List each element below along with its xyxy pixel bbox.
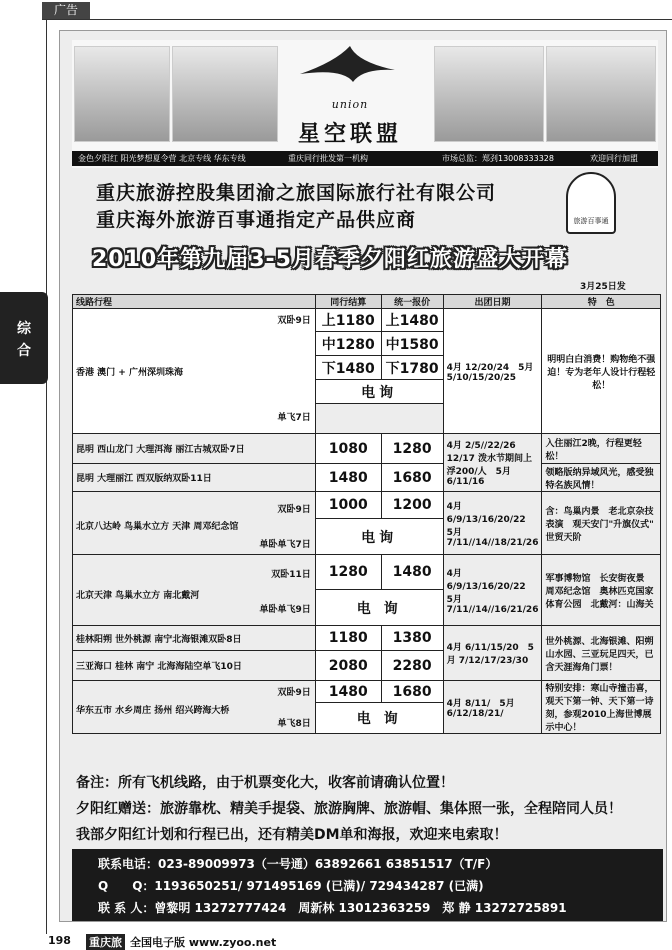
table-row: [73, 555, 661, 590]
price-cell: 中1580: [381, 332, 443, 356]
note-flights: 备注：所有飞机线路，由于机票变化大，收客前请确认位置！: [76, 775, 454, 791]
feature-cell: 军事博物馆 长安街夜景 周邓纪念馆 奥林匹克国家体育公园 北戴河：山海关: [542, 555, 661, 626]
contact-persons[interactable]: 联 系 人：曾黎明 13272777424 周新林 13012363259 郑 静 13272725891: [98, 901, 567, 915]
route-cell: [73, 309, 316, 434]
landscape-photo-2: [434, 46, 544, 142]
banner-caption-bar: [72, 151, 658, 166]
price-cell: 2080: [315, 651, 381, 681]
date-cell: 4月 6/9/13/16/20/22 5月 7/11//14//18/21/26: [443, 492, 542, 555]
price-cell: 1280: [315, 555, 381, 590]
table-row: [73, 626, 661, 651]
price-cell: 下1780: [381, 356, 443, 380]
route-note: 双卧11日: [271, 570, 311, 580]
table-row: [73, 309, 661, 332]
date-cell: 4月 6/11/15/20 5月 7/12/17/23/30: [443, 626, 542, 681]
price-cell: 1180: [315, 626, 381, 651]
route-cell: [73, 555, 316, 626]
feature-cell: 明明白白消费！购物绝不强迫！专为老年人设计行程轻松！: [542, 309, 661, 434]
price-cell: 1280: [381, 434, 443, 464]
table-row: [73, 681, 661, 703]
price-inquiry: 电询: [315, 380, 443, 404]
route-cell: [73, 492, 316, 555]
feature-cell: 领略版纳异域风光，感受独特名族风情！: [542, 464, 661, 492]
side-tab[interactable]: [0, 292, 48, 384]
price-cell: 1680: [381, 681, 443, 703]
company-subtitle: 重庆海外旅游百事通指定产品供应商: [96, 209, 417, 231]
contact-phone[interactable]: 联系电话：023-89009973（一号通）63892661 63851517（T/F）: [98, 857, 498, 871]
tour-table: [72, 294, 661, 734]
mascot-label: 旅游百事通: [573, 217, 609, 225]
table-row: [73, 434, 661, 464]
col-route: 线路行程: [73, 295, 316, 309]
route-cell: [73, 681, 316, 734]
price-cell: 1480: [381, 555, 443, 590]
date-cell: 4月 2/5//22/26 12/17 泼水节期间上浮200/人 5月 6/11/16: [443, 434, 542, 492]
price-cell: 1380: [381, 626, 443, 651]
col-dates: 出团日期: [443, 295, 542, 309]
col-features: 特 色: [542, 295, 661, 309]
price-cell: 下1480: [315, 356, 381, 380]
table-row: [73, 492, 661, 519]
footer: [0, 934, 672, 948]
table-row: [73, 464, 661, 492]
route-note: 单飞8日: [277, 719, 311, 729]
route-note: 单卧单飞9日: [259, 605, 311, 615]
route-note: 双卧9日: [277, 505, 311, 515]
route-name: 华东五市 水乡周庄 扬州 绍兴跨海大桥: [76, 705, 230, 716]
brand-badge: 重庆旅: [86, 934, 125, 950]
date-cell: 4月 12/20/24 5月 5/10/15/20/25: [443, 309, 542, 434]
route-name: 北京八达岭 鸟巢水立方 天津 周邓纪念馆: [76, 521, 239, 532]
col-net: 同行结算: [315, 295, 381, 309]
price-cell: 2280: [381, 651, 443, 681]
contact-qq[interactable]: Q Q：1193650251/ 971495169 (已满)/ 729434287 (已满): [98, 879, 484, 893]
price-cell: 1200: [381, 492, 443, 519]
logo: [280, 44, 420, 148]
side-tab-text-2: 合: [17, 343, 31, 359]
section-tag: 广告: [42, 2, 90, 19]
banner-caption-hotline: 市场总监：郑刭13008333328: [442, 154, 554, 163]
website-link[interactable]: 全国电子版 www.zyoo.net: [130, 936, 277, 949]
route-note: 单卧单飞7日: [259, 540, 311, 550]
price-cell: 1680: [381, 464, 443, 492]
price-cell: 1000: [315, 492, 381, 519]
route-note: 双卧9日: [277, 688, 311, 698]
headline: 2010年第九届3-5月春季夕阳红旅游盛大开幕: [92, 247, 568, 272]
page-number: 198: [48, 934, 71, 947]
col-quote: 统一报价: [381, 295, 443, 309]
side-tab-text-1: 综: [17, 321, 31, 337]
table-header: [73, 295, 661, 309]
feature-cell: 含：鸟巢内景 老北京杂技表演 观天安门"升旗仪式" 世贸天阶: [542, 492, 661, 555]
feature-cell: 入住丽江2晚，行程更轻松！: [542, 434, 661, 464]
feature-cell: 特别安排：寒山寺撞击喜，观天下第一钟、天下第一诗刻，参观2010上海世博展示中心！: [542, 681, 661, 734]
price-cell: 上1180: [315, 309, 381, 332]
price-inquiry: 电 询: [315, 590, 443, 626]
price-inquiry: 电 询: [315, 703, 443, 734]
price-inquiry: 电询: [315, 519, 443, 555]
route-note: 双卧9日: [277, 316, 311, 326]
star-logo-icon: [295, 44, 405, 84]
route-note: 单飞7日: [277, 413, 311, 423]
price-cell: 上1480: [381, 309, 443, 332]
route-name: 北京天津 鸟巢水立方 南北戴河: [76, 590, 200, 601]
logo-cn: 星空联盟: [297, 122, 402, 147]
price-cell: 1480: [315, 681, 381, 703]
date-cell: 4月 6/9/13/16/20/22 5月 7/11//14//16/21/26: [443, 555, 542, 626]
company-title: 重庆旅游控股集团渝之旅国际旅行社有限公司: [96, 182, 497, 204]
blank-cell: [315, 404, 443, 434]
route-name: 昆明 西山龙门 大理洱海 丽江古城双卧7日: [73, 434, 316, 464]
date-cell: 4月 8/11/ 5月 6/12/18/21/: [443, 681, 542, 734]
landscape-photo-1: [74, 46, 170, 142]
route-name: 桂林阳朔 世外桃源 南宁北海银滩双卧8日: [73, 626, 316, 651]
logo-union: union: [331, 98, 369, 111]
feature-cell: 世外桃源、北海银滩、阳朔山水园、三亚玩足四天，已含天涯海角门票！: [542, 626, 661, 681]
city-photo: [546, 46, 656, 142]
route-name: 香港 澳门 + 广州深圳珠海: [76, 367, 183, 378]
issue-date: 3月25日发: [580, 282, 626, 292]
notes: [76, 770, 622, 848]
contact-box: [72, 849, 663, 921]
price-cell: 中1280: [315, 332, 381, 356]
note-gifts: 夕阳红赠送：旅游靠枕、精美手提袋、旅游胸牌、旅游帽、集体照一张，全程陪同人员！: [76, 801, 622, 817]
temple-photo: [172, 46, 278, 142]
banner-caption-right: 欢迎同行加盟: [590, 154, 638, 163]
route-name: 昆明 大理丽江 西双版纳双卧11日: [73, 464, 316, 492]
banner-caption-center: 重庆同行批发第一机构: [288, 154, 368, 163]
note-dm: 我部夕阳红计划和行程已出，还有精美DM单和海报，欢迎来电索取！: [76, 827, 508, 843]
mascot-logo: [566, 172, 616, 234]
price-cell: 1080: [315, 434, 381, 464]
price-cell: 1480: [315, 464, 381, 492]
banner-caption-left: 金色夕阳红 阳光梦想夏令营 北京专线 华东专线: [78, 154, 246, 163]
route-name: 三亚海口 桂林 南宁 北海海陆空单飞10日: [73, 651, 316, 681]
